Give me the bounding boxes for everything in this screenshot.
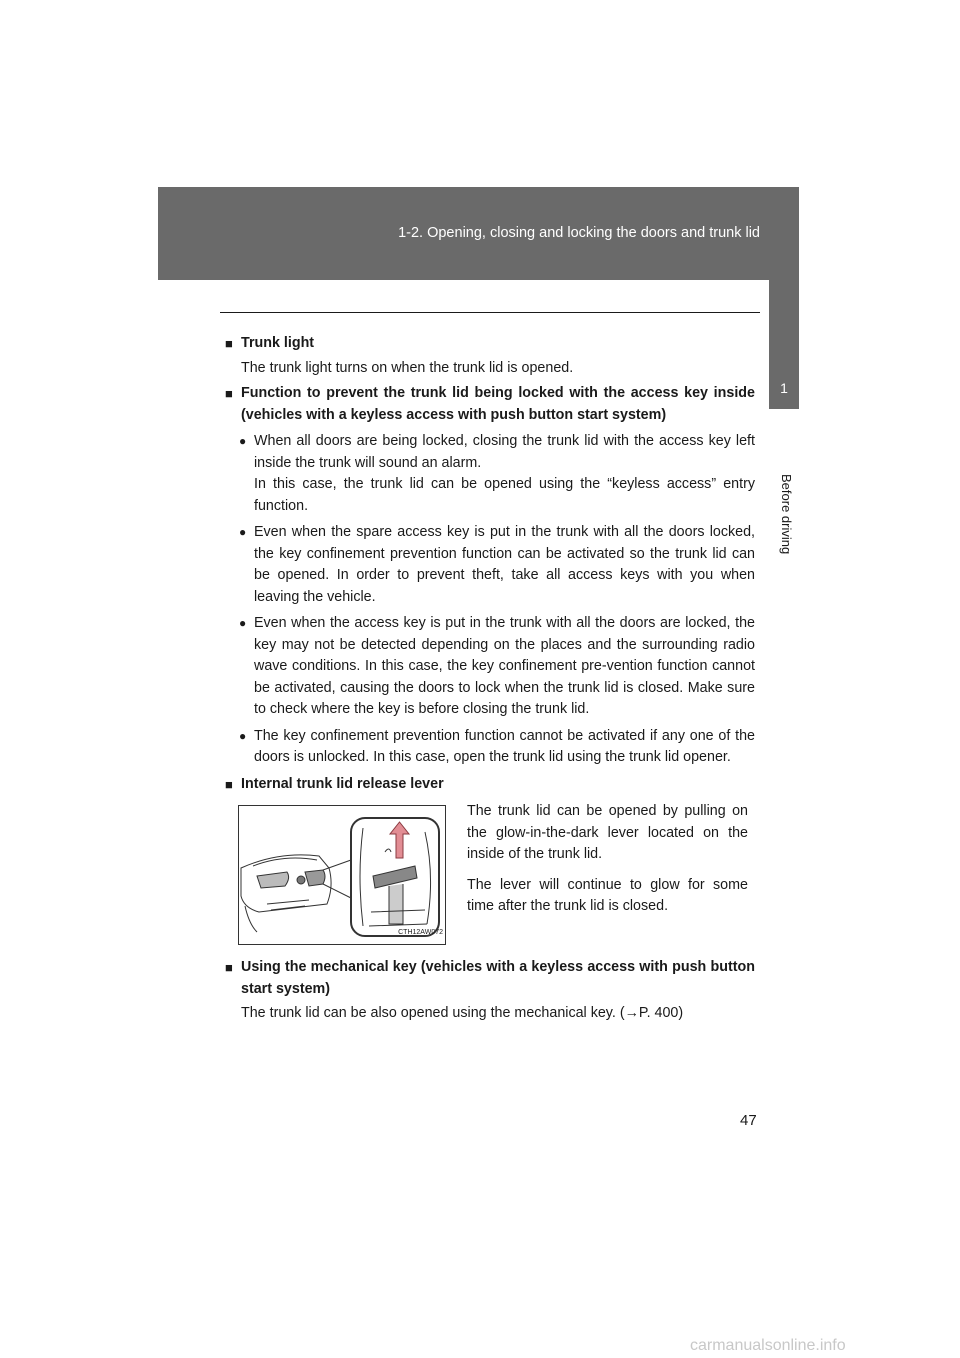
chapter-number: 1 bbox=[780, 380, 788, 396]
trunk-lever-illustration bbox=[238, 805, 446, 945]
square-bullet-icon: ■ bbox=[225, 386, 233, 401]
chapter-label: Before driving bbox=[779, 474, 794, 555]
bullet-item bbox=[225, 613, 755, 721]
paragraph: The trunk light turns on when the trunk lid is opened. bbox=[241, 359, 574, 376]
paragraph: The lever will continue to glow for some time after the trunk lid is closed. bbox=[467, 876, 748, 914]
square-bullet-icon: ■ bbox=[225, 776, 233, 792]
circle-bullet-icon: ● bbox=[239, 525, 247, 539]
figure-code: CTH12AW072 bbox=[398, 928, 443, 936]
bullet-item bbox=[225, 726, 755, 769]
circle-bullet-icon: ● bbox=[239, 616, 247, 630]
chapter-label-container bbox=[774, 474, 794, 584]
paragraph: The trunk lid can be opened by pulling on the glow-in-the-dark lever located on the inside of the trunk lid. bbox=[467, 803, 748, 862]
section-heading-mechanical-key bbox=[225, 957, 755, 1000]
paragraph: The trunk lid can be also opened using the mechanical key. (→P. 400) bbox=[241, 1005, 684, 1021]
circle-bullet-icon: ● bbox=[239, 728, 247, 743]
section-title: Trunk light bbox=[241, 335, 315, 351]
section-heading-release-lever bbox=[225, 774, 755, 796]
square-bullet-icon: ■ bbox=[225, 336, 233, 351]
bullet-text: The key confinement prevention function cannot be activated if any one of the doors is unlocked. In this case, open the trunk lid using the trunk lid opener. bbox=[254, 727, 755, 765]
figure-caption-text bbox=[467, 801, 748, 927]
section-header-title: 1-2. Opening, closing and locking the doors and trunk lid bbox=[398, 225, 760, 241]
bullet-text: Even when the spare access key is put in the trunk with all the doors locked, the key confinement prevention function can be activated so the trunk lid can be opened. In order to prevent theft, take all access keys with you when leaving the vehicle. bbox=[254, 524, 755, 605]
section-title: Using the mechanical key (vehicles with a keyless access with push button start system) bbox=[241, 959, 755, 997]
bullet-text: When all doors are being locked, closing the trunk lid with the access key left inside the trunk will sound an alarm. In this case, the trunk lid can be opened using the “keyless access” entry function. bbox=[254, 433, 755, 514]
header-rule bbox=[220, 312, 760, 313]
section-heading-trunk-light bbox=[225, 333, 755, 355]
page-number: 47 bbox=[740, 1112, 757, 1129]
watermark: carmanualsonline.info bbox=[690, 1337, 846, 1354]
circle-bullet-icon: ● bbox=[239, 434, 247, 448]
section-heading-prevent-lock bbox=[225, 383, 755, 426]
figure-row bbox=[225, 805, 755, 953]
section-title: Internal trunk lid release lever bbox=[241, 775, 444, 792]
bullet-item bbox=[225, 431, 755, 517]
chapter-tab bbox=[769, 187, 799, 409]
bullet-item bbox=[225, 522, 755, 608]
square-bullet-icon: ■ bbox=[225, 960, 233, 975]
page-content bbox=[225, 329, 755, 1029]
section-title: Function to prevent the trunk lid being locked with the access key inside (vehicles with a keyless access with push button start system) bbox=[241, 385, 755, 423]
bullet-text: Even when the access key is put in the trunk with all the doors are locked, the key may not be detected depending on the places and the surrounding radio wave conditions. In this case, the key confinement pre-vention function cannot be activated, causing the doors to lock when the trunk lid is closed. Make sure to check where the key is before closing the trunk lid. bbox=[254, 615, 755, 717]
